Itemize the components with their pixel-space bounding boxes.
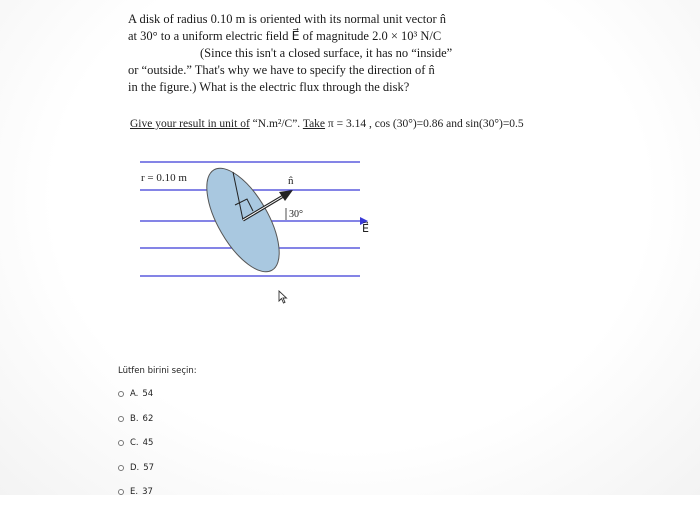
option-letter: A. [130, 389, 139, 400]
hint-part-3: Take [302, 118, 326, 130]
option-value: 57 [143, 462, 155, 473]
option-letter: E. [130, 487, 139, 498]
question-line-3: (Since this isn't a closed surface, it has no “inside” [200, 46, 453, 60]
question-line-2: at 30° to a uniform electric field E⃗ of magnitude 2.0 × 10³ N/C [128, 29, 442, 43]
question-line-5: in the figure.) What is the electric flux through the disk? [128, 80, 410, 94]
hint-part-1: Give your result in unit of [130, 118, 250, 130]
angle-label: 30° [289, 209, 303, 220]
option-c[interactable] [118, 431, 154, 456]
option-b[interactable] [118, 407, 154, 432]
question-line-1: A disk of radius 0.10 m is oriented with its normal unit vector n̂ [128, 12, 447, 26]
option-letter: C. [130, 438, 139, 449]
option-value: 37 [142, 487, 153, 498]
mouse-cursor-icon [278, 290, 288, 304]
hint-text [130, 118, 524, 130]
radio-icon[interactable] [118, 465, 124, 471]
radius-label: r = 0.10 m [141, 172, 187, 184]
radio-icon[interactable] [118, 416, 124, 422]
radio-icon[interactable] [118, 440, 124, 446]
question-line-4: or “outside.” That's why we have to specify the direction of n̂ [128, 63, 435, 77]
option-value: 62 [142, 413, 154, 424]
normal-label: n̂ [288, 175, 294, 187]
hint-part-4: π = 3.14 , cos (30°)=0.86 and sin(30°)=0.5 [327, 118, 524, 130]
radio-icon[interactable] [118, 489, 124, 495]
flux-figure [138, 150, 388, 290]
option-e[interactable] [118, 480, 154, 505]
field-label: E⃗ [362, 223, 369, 235]
answer-prompt: Lütfen birini seçin: [118, 366, 197, 376]
option-value: 54 [142, 389, 154, 400]
option-value: 45 [142, 438, 154, 449]
option-letter: D. [130, 462, 140, 473]
radio-icon[interactable] [118, 391, 124, 397]
answer-options [118, 382, 154, 505]
option-letter: B. [130, 413, 139, 424]
option-d[interactable] [118, 456, 154, 481]
hint-part-2: “N.m²/C”. [252, 118, 301, 130]
option-a[interactable] [118, 382, 154, 407]
